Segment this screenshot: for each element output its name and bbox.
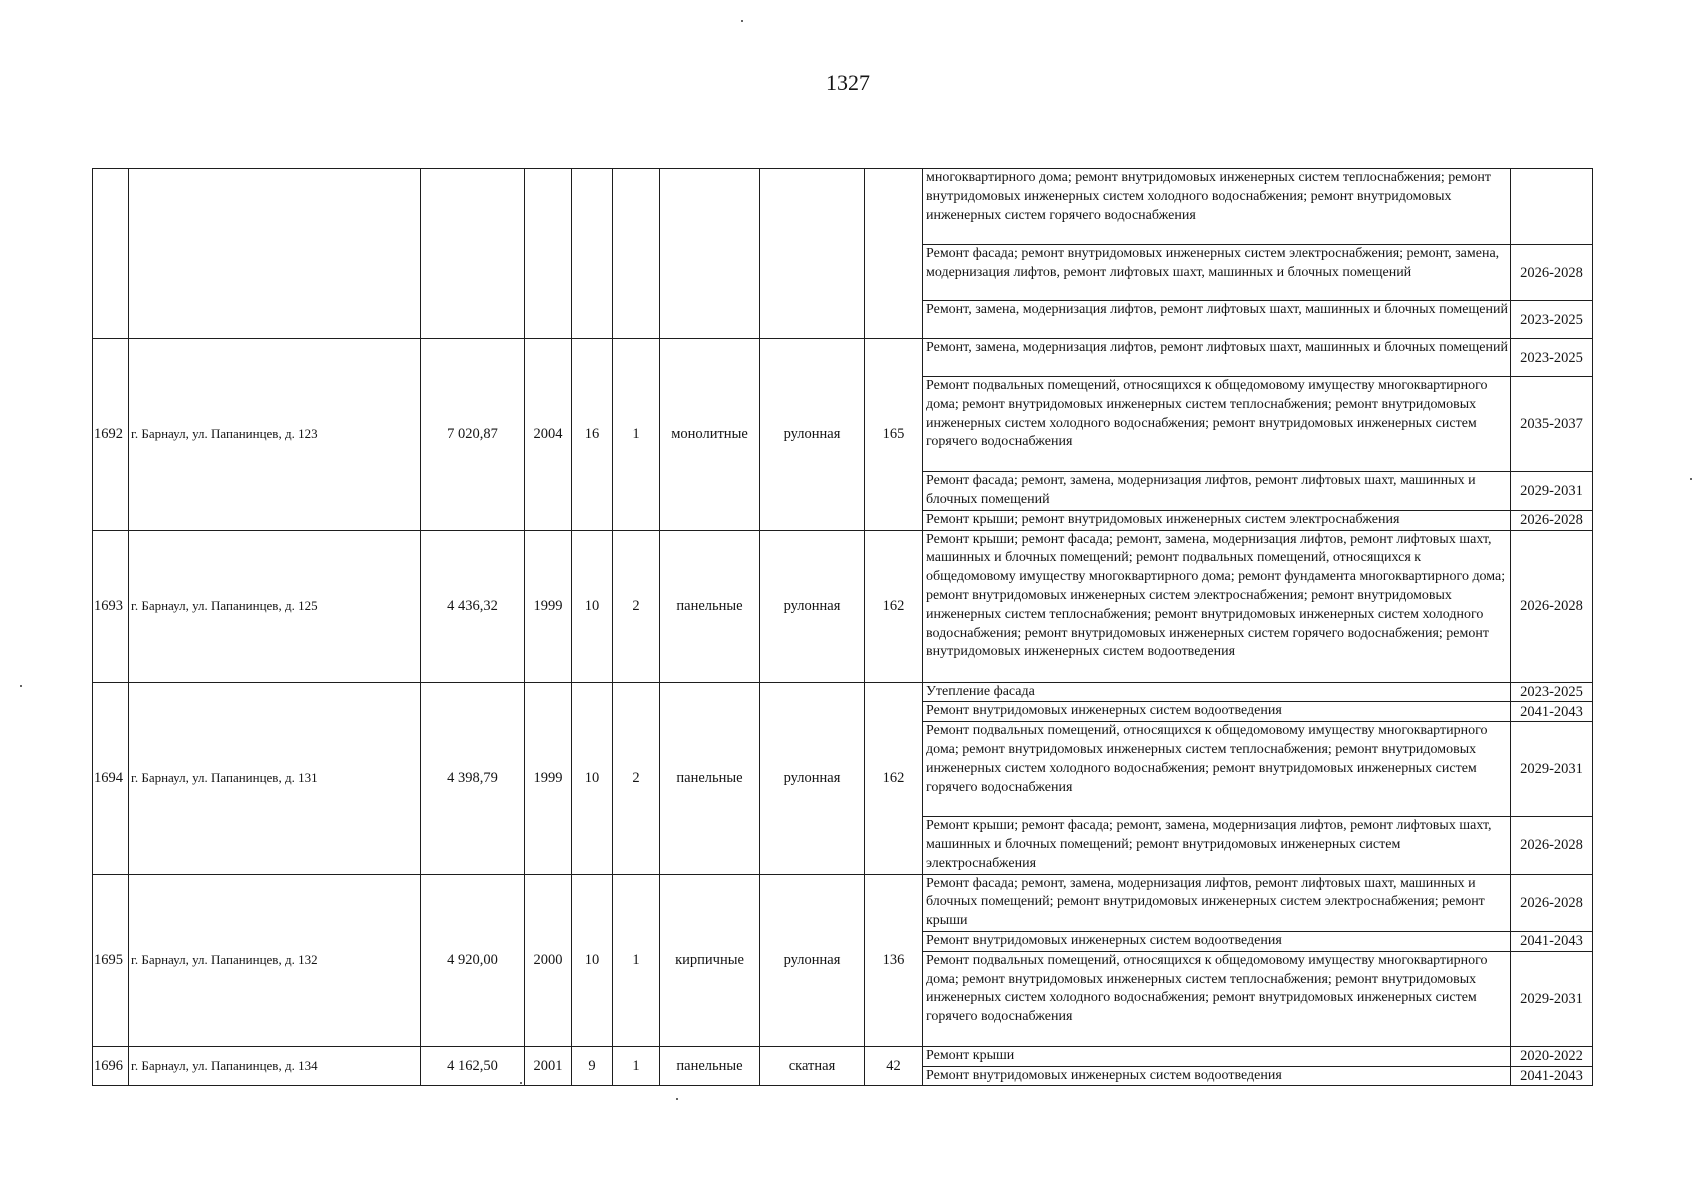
capital-repair-table bbox=[92, 168, 1593, 1086]
work-period: 2020-2022 bbox=[1511, 1046, 1593, 1066]
table-row bbox=[93, 339, 1593, 377]
row-number: 1694 bbox=[93, 682, 129, 874]
floors-cell: 10 bbox=[572, 682, 613, 874]
row-number: 1692 bbox=[93, 339, 129, 531]
entrances-cell: 1 bbox=[613, 1046, 660, 1086]
scan-speck bbox=[1690, 478, 1692, 480]
work-description: Ремонт внутридомовых инженерных систем водоотведения bbox=[923, 931, 1511, 951]
page-number: 1327 bbox=[826, 70, 870, 95]
work-description: Ремонт крыши; ремонт фасада; ремонт, замена, модернизация лифтов, ремонт лифтовых шахт, машинных и блочных помещений; ремонт внутридомовых инженерных систем электроснабжения bbox=[923, 817, 1511, 874]
work-description: Ремонт крыши bbox=[923, 1046, 1511, 1066]
work-period: 2023-2025 bbox=[1511, 301, 1593, 339]
work-description: Ремонт внутридомовых инженерных систем водоотведения bbox=[923, 1066, 1511, 1086]
entrances-cell: 2 bbox=[613, 530, 660, 682]
roof-cell: рулонная bbox=[760, 339, 865, 531]
work-period: 2029-2031 bbox=[1511, 722, 1593, 817]
work-period: 2026-2028 bbox=[1511, 874, 1593, 931]
floors-cell bbox=[572, 169, 613, 339]
scan-speck bbox=[676, 1098, 678, 1100]
work-description: Ремонт крыши; ремонт фасада; ремонт, замена, модернизация лифтов, ремонт лифтовых шахт, машинных и блочных помещений; ремонт подвальных помещений, относящихся к общедомовому имуществу многоквартирного дома; ремонт фундамента многоквартирного дома; ремонт внутридомовых инженерных систем электроснабжения; ремонт внутридомовых инженерных систем теплоснабжения; ремонт внутридомовых инженерных систем холодного водоснабжения; ремонт внутридомовых инженерных систем горячего водоснабжения; ремонт внутридомовых инженерных систем водоотведения bbox=[923, 530, 1511, 682]
year-cell: 2004 bbox=[525, 339, 572, 531]
scan-speck bbox=[20, 685, 22, 687]
table-body bbox=[93, 169, 1593, 1086]
work-period: 2026-2028 bbox=[1511, 530, 1593, 682]
year-cell: 1999 bbox=[525, 682, 572, 874]
area-cell: 4 162,50 bbox=[421, 1046, 525, 1086]
work-period: 2035-2037 bbox=[1511, 377, 1593, 472]
address-cell: г. Барнаул, ул. Папанинцев, д. 134 bbox=[129, 1046, 421, 1086]
work-description: Ремонт подвальных помещений, относящихся к общедомовому имуществу многоквартирного дома; ремонт внутридомовых инженерных систем теплоснабжения; ремонт внутридомовых инженерных систем холодного водоснабжения; ремонт внутридомовых инженерных систем горячего водоснабжения bbox=[923, 951, 1511, 1046]
work-description: Ремонт фасада; ремонт, замена, модернизация лифтов, ремонт лифтовых шахт, машинных и блочных помещений; ремонт внутридомовых инженерных систем электроснабжения; ремонт крыши bbox=[923, 874, 1511, 931]
work-period: 2041-2043 bbox=[1511, 1066, 1593, 1086]
row-number bbox=[93, 169, 129, 339]
walls-cell: панельные bbox=[660, 530, 760, 682]
scan-speck bbox=[520, 1082, 522, 1084]
work-description: Ремонт подвальных помещений, относящихся к общедомовому имуществу многоквартирного дома; ремонт внутридомовых инженерных систем теплоснабжения; ремонт внутридомовых инженерных систем холодного водоснабжения; ремонт внутридомовых инженерных систем горячего водоснабжения bbox=[923, 377, 1511, 472]
address-cell: г. Барнаул, ул. Папанинцев, д. 125 bbox=[129, 530, 421, 682]
work-period: 2041-2043 bbox=[1511, 702, 1593, 722]
address-cell: г. Барнаул, ул. Папанинцев, д. 132 bbox=[129, 874, 421, 1046]
area-cell bbox=[421, 169, 525, 339]
table-row bbox=[93, 169, 1593, 245]
area-cell: 7 020,87 bbox=[421, 339, 525, 531]
row-number: 1695 bbox=[93, 874, 129, 1046]
address-cell bbox=[129, 169, 421, 339]
work-period: 2029-2031 bbox=[1511, 951, 1593, 1046]
address-cell: г. Барнаул, ул. Папанинцев, д. 123 bbox=[129, 339, 421, 531]
row-number: 1693 bbox=[93, 530, 129, 682]
table-row bbox=[93, 874, 1593, 931]
entrances-cell: 1 bbox=[613, 874, 660, 1046]
walls-cell: монолитные bbox=[660, 339, 760, 531]
floors-cell: 10 bbox=[572, 530, 613, 682]
floors-cell: 10 bbox=[572, 874, 613, 1046]
work-description: Ремонт, замена, модернизация лифтов, ремонт лифтовых шахт, машинных и блочных помещений bbox=[923, 301, 1511, 339]
work-period: 2026-2028 bbox=[1511, 817, 1593, 874]
work-description: многоквартирного дома; ремонт внутридомовых инженерных систем теплоснабжения; ремонт внутридомовых инженерных систем холодного водоснабжения; ремонт внутридомовых инженерных систем горячего водоснабжения bbox=[923, 169, 1511, 245]
work-description: Ремонт крыши; ремонт внутридомовых инженерных систем электроснабжения bbox=[923, 510, 1511, 530]
walls-cell: панельные bbox=[660, 682, 760, 874]
entrances-cell: 1 bbox=[613, 339, 660, 531]
apartments-cell: 162 bbox=[865, 682, 923, 874]
table-row bbox=[93, 1046, 1593, 1066]
walls-cell: панельные bbox=[660, 1046, 760, 1086]
work-period: 2026-2028 bbox=[1511, 245, 1593, 301]
walls-cell bbox=[660, 169, 760, 339]
apartments-cell: 162 bbox=[865, 530, 923, 682]
table-row bbox=[93, 682, 1593, 702]
work-period: 2023-2025 bbox=[1511, 682, 1593, 702]
work-period bbox=[1511, 169, 1593, 245]
floors-cell: 9 bbox=[572, 1046, 613, 1086]
scan-speck bbox=[741, 20, 743, 22]
apartments-cell bbox=[865, 169, 923, 339]
year-cell: 2001 bbox=[525, 1046, 572, 1086]
year-cell bbox=[525, 169, 572, 339]
work-description: Ремонт подвальных помещений, относящихся к общедомовому имуществу многоквартирного дома; ремонт внутридомовых инженерных систем теплоснабжения; ремонт внутридомовых инженерных систем холодного водоснабжения; ремонт внутридомовых инженерных систем горячего водоснабжения bbox=[923, 722, 1511, 817]
roof-cell: рулонная bbox=[760, 682, 865, 874]
area-cell: 4 398,79 bbox=[421, 682, 525, 874]
roof-cell: рулонная bbox=[760, 530, 865, 682]
apartments-cell: 42 bbox=[865, 1046, 923, 1086]
work-period: 2023-2025 bbox=[1511, 339, 1593, 377]
roof-cell: рулонная bbox=[760, 874, 865, 1046]
table-row bbox=[93, 530, 1593, 682]
row-number: 1696 bbox=[93, 1046, 129, 1086]
work-description: Ремонт внутридомовых инженерных систем водоотведения bbox=[923, 702, 1511, 722]
work-description: Ремонт, замена, модернизация лифтов, ремонт лифтовых шахт, машинных и блочных помещений bbox=[923, 339, 1511, 377]
work-period: 2041-2043 bbox=[1511, 931, 1593, 951]
work-period: 2029-2031 bbox=[1511, 472, 1593, 511]
area-cell: 4 920,00 bbox=[421, 874, 525, 1046]
floors-cell: 16 bbox=[572, 339, 613, 531]
walls-cell: кирпичные bbox=[660, 874, 760, 1046]
entrances-cell bbox=[613, 169, 660, 339]
roof-cell: скатная bbox=[760, 1046, 865, 1086]
work-period: 2026-2028 bbox=[1511, 510, 1593, 530]
entrances-cell: 2 bbox=[613, 682, 660, 874]
work-description: Ремонт фасада; ремонт, замена, модернизация лифтов, ремонт лифтовых шахт, машинных и блочных помещений bbox=[923, 472, 1511, 511]
work-description: Утепление фасада bbox=[923, 682, 1511, 702]
roof-cell bbox=[760, 169, 865, 339]
work-description: Ремонт фасада; ремонт внутридомовых инженерных систем электроснабжения; ремонт, замена, модернизация лифтов, ремонт лифтовых шахт, машинных и блочных помещений bbox=[923, 245, 1511, 301]
area-cell: 4 436,32 bbox=[421, 530, 525, 682]
year-cell: 1999 bbox=[525, 530, 572, 682]
apartments-cell: 136 bbox=[865, 874, 923, 1046]
apartments-cell: 165 bbox=[865, 339, 923, 531]
year-cell: 2000 bbox=[525, 874, 572, 1046]
address-cell: г. Барнаул, ул. Папанинцев, д. 131 bbox=[129, 682, 421, 874]
